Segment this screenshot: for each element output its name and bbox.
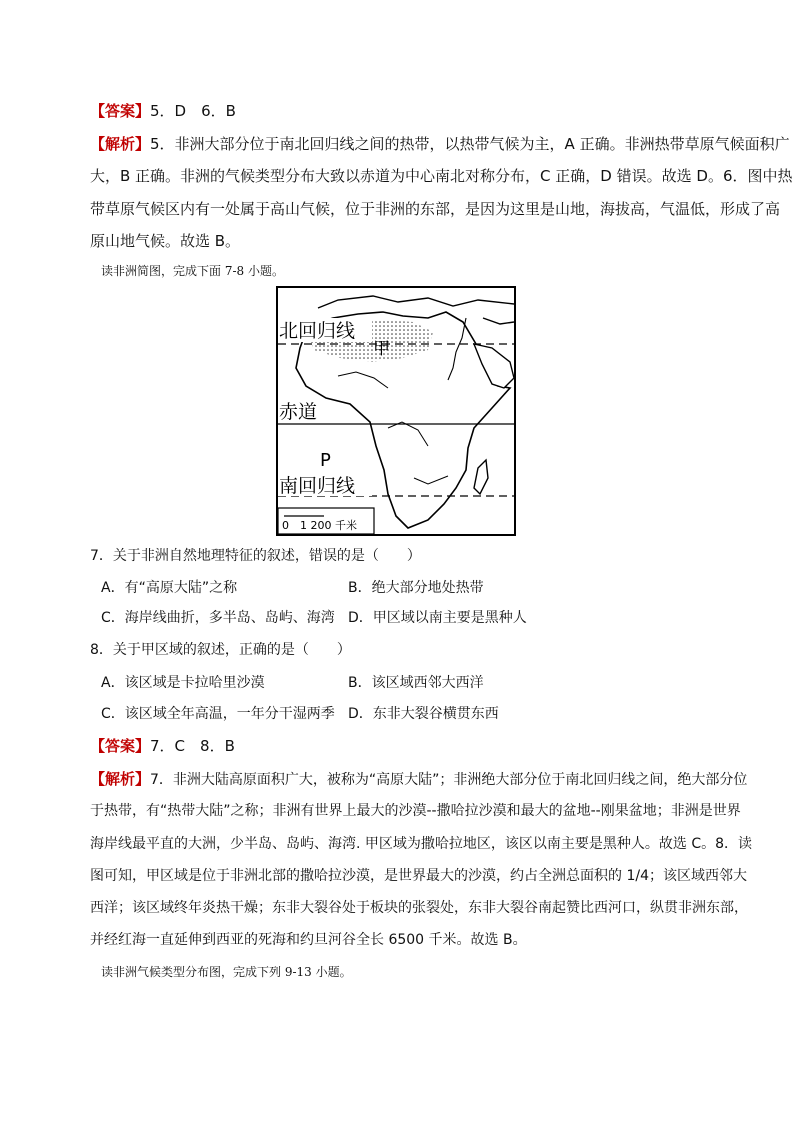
analysis-line: 西洋；该区域终年炎热干燥；东非大裂谷处于板块的张裂处，东非大裂谷南起赞比西河口，纵贯非洲东部， — [90, 900, 748, 916]
madagascar-outline — [474, 460, 488, 494]
scale-label: 0 1 200 千米 — [282, 519, 357, 532]
q7-option-c: C．海岸线曲折，多半岛、岛屿、海湾 — [101, 610, 335, 626]
analysis-tag: 【解析】 — [90, 135, 151, 153]
analysis-line — [90, 769, 747, 790]
answer-5-6 — [90, 101, 236, 121]
answer-text: 7．C 8．B — [150, 737, 235, 755]
q7-option-b: B．绝大部分地处热带 — [348, 580, 484, 596]
answer-tag: 【答案】 — [90, 102, 151, 120]
q8-option-c: C．该区域全年高温，一年分干湿两季 — [101, 706, 335, 722]
analysis-line: 图可知，甲区域是位于非洲北部的撒哈拉沙漠，是世界最大的沙漠，约占全洲总面积的 1/4；该区域西邻大 — [90, 868, 747, 884]
q7-option-a: A．有“高原大陆”之称 — [101, 580, 238, 596]
q8-option-b: B．该区域西邻大西洋 — [348, 675, 484, 691]
analysis-text: 7．非洲大陆高原面积广大，被称为“高原大陆”；非洲绝大部分位于南北回归线之间，绝大部分位 — [150, 772, 748, 788]
question-7-stem: 7．关于非洲自然地理特征的叙述，错误的是（ ） — [90, 548, 421, 564]
analysis-line: 于热带，有“热带大陆”之称；非洲有世界上最大的沙漠--撒哈拉沙漠和最大的盆地--刚果盆地；非洲是世界 — [90, 803, 741, 819]
q7-option-d: D．甲区域以南主要是黑种人 — [348, 610, 527, 626]
answer-tag: 【答案】 — [90, 737, 151, 755]
africa-map — [276, 286, 516, 536]
region-p-label: P — [320, 450, 331, 471]
answer-7-8 — [90, 736, 235, 756]
q8-option-d: D．东非大裂谷横贯东西 — [348, 706, 499, 722]
tropic-south-label: 南回归线 — [279, 475, 356, 497]
region-jia-label: 甲 — [373, 339, 390, 359]
analysis-line: 原山地气候。故选 B。 — [90, 232, 241, 250]
analysis-tag: 【解析】 — [90, 770, 151, 788]
equator-label: 赤道 — [279, 401, 318, 423]
answer-text: 5．D 6．B — [150, 102, 236, 120]
asia-coast — [483, 318, 514, 324]
analysis-line — [90, 134, 790, 154]
africa-map-figure — [278, 288, 514, 534]
analysis-text: 5．非洲大部分位于南北回归线之间的热带，以热带气候为主，A 正确。非洲热带草原气候面积广 — [150, 135, 790, 153]
analysis-line: 大，B 正确。非洲的气候类型分布大致以赤道为中心南北对称分布，C 正确，D 错误。故选 D。6．图中热 — [90, 167, 793, 185]
analysis-line: 并经红海一直延伸到西亚的死海和约旦河谷全长 6500 千米。故选 B。 — [90, 932, 527, 948]
europe-coast — [318, 296, 514, 308]
instruction-9-13: 读非洲气候类型分布图，完成下列 9-13 小题。 — [101, 965, 352, 979]
analysis-line: 海岸线最平直的大洲，少半岛、岛屿、海湾. 甲区域为撒哈拉地区，该区以南主要是黑种人。故选 C。8．读 — [90, 836, 753, 852]
tropic-north-label: 北回归线 — [279, 320, 356, 342]
question-8-stem: 8．关于甲区域的叙述，正确的是（ ） — [90, 642, 351, 658]
q8-option-a: A．该区域是卡拉哈里沙漠 — [101, 675, 265, 691]
instruction-7-8: 读非洲简图，完成下面 7-8 小题。 — [101, 264, 284, 278]
analysis-line: 带草原气候区内有一处属于高山气候，位于非洲的东部，是因为这里是山地，海拔高，气温低，形成了高 — [90, 200, 781, 218]
